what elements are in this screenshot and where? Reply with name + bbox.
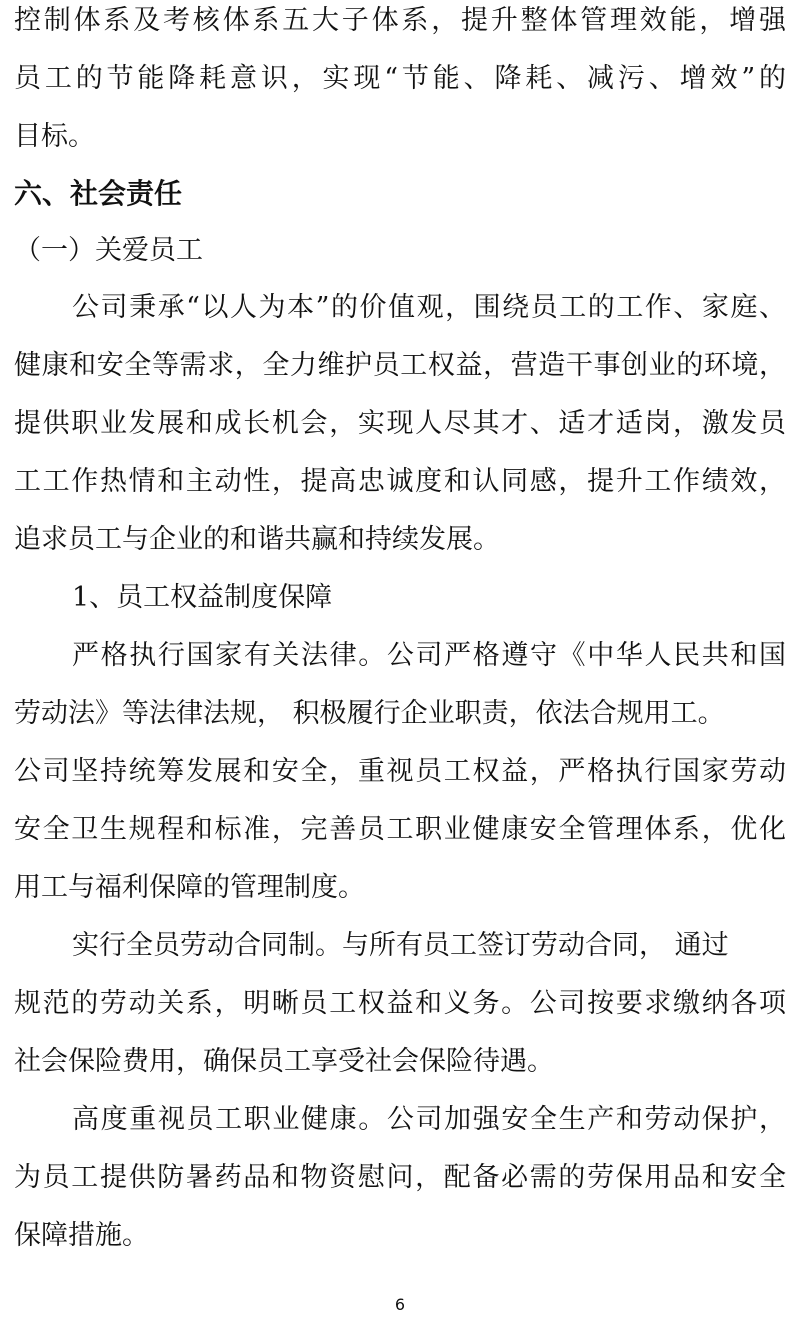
law-line-1: 严格执行国家有关法律。公司严格遵守《中华人民共和国	[72, 640, 786, 671]
care-line-3: 提供职业发展和成长机会，实现人尽其才、适才适岗，激发员	[14, 408, 786, 439]
care-line-4: 工工作热情和主动性，提高忠诚度和认同感，提升工作绩效，	[14, 466, 786, 497]
intro-line-2: 员工的节能降耗意识，实现“节能、降耗、减污、增效”的	[14, 63, 786, 94]
health-line-2: 为员工提供防暑药品和物资慰问，配备必需的劳保用品和安全	[14, 1162, 786, 1193]
contract-line-3: 社会保险费用，确保员工享受社会保险待遇。	[14, 1046, 554, 1077]
health-line-3: 保障措施。	[14, 1220, 149, 1251]
item-heading: 1、员工权益制度保障	[72, 582, 333, 613]
section-heading: 六、社会责任	[14, 177, 183, 210]
law-line-3: 公司坚持统筹发展和安全，重视员工权益，严格执行国家劳动	[14, 756, 786, 787]
contract-line-2: 规范的劳动关系，明晰员工权益和义务。公司按要求缴纳各项	[14, 988, 786, 1019]
care-line-1: 公司秉承“以人为本”的价值观，围绕员工的工作、家庭、	[72, 292, 786, 323]
law-line-5: 用工与福利保障的管理制度。	[14, 872, 365, 903]
page-number: 6	[394, 1295, 406, 1314]
law-line-4: 安全卫生规程和标准，完善员工职业健康安全管理体系，优化	[14, 814, 786, 845]
intro-line-3: 目标。	[14, 121, 95, 152]
contract-line-1: 实行全员劳动合同制。与所有员工签订劳动合同， 通过	[72, 930, 729, 961]
health-line-1: 高度重视员工职业健康。公司加强安全生产和劳动保护，	[72, 1104, 786, 1135]
care-line-5: 追求员工与企业的和谐共赢和持续发展。	[14, 524, 500, 555]
care-line-2: 健康和安全等需求，全力维护员工权益，营造干事创业的环境，	[14, 350, 786, 381]
law-line-2: 劳动法》等法律法规， 积极履行企业职责，依法合规用工。	[14, 698, 725, 729]
intro-line-1: 控制体系及考核体系五大子体系，提升整体管理效能，增强	[14, 5, 786, 36]
subsection-heading: （一）关爱员工	[14, 235, 203, 266]
